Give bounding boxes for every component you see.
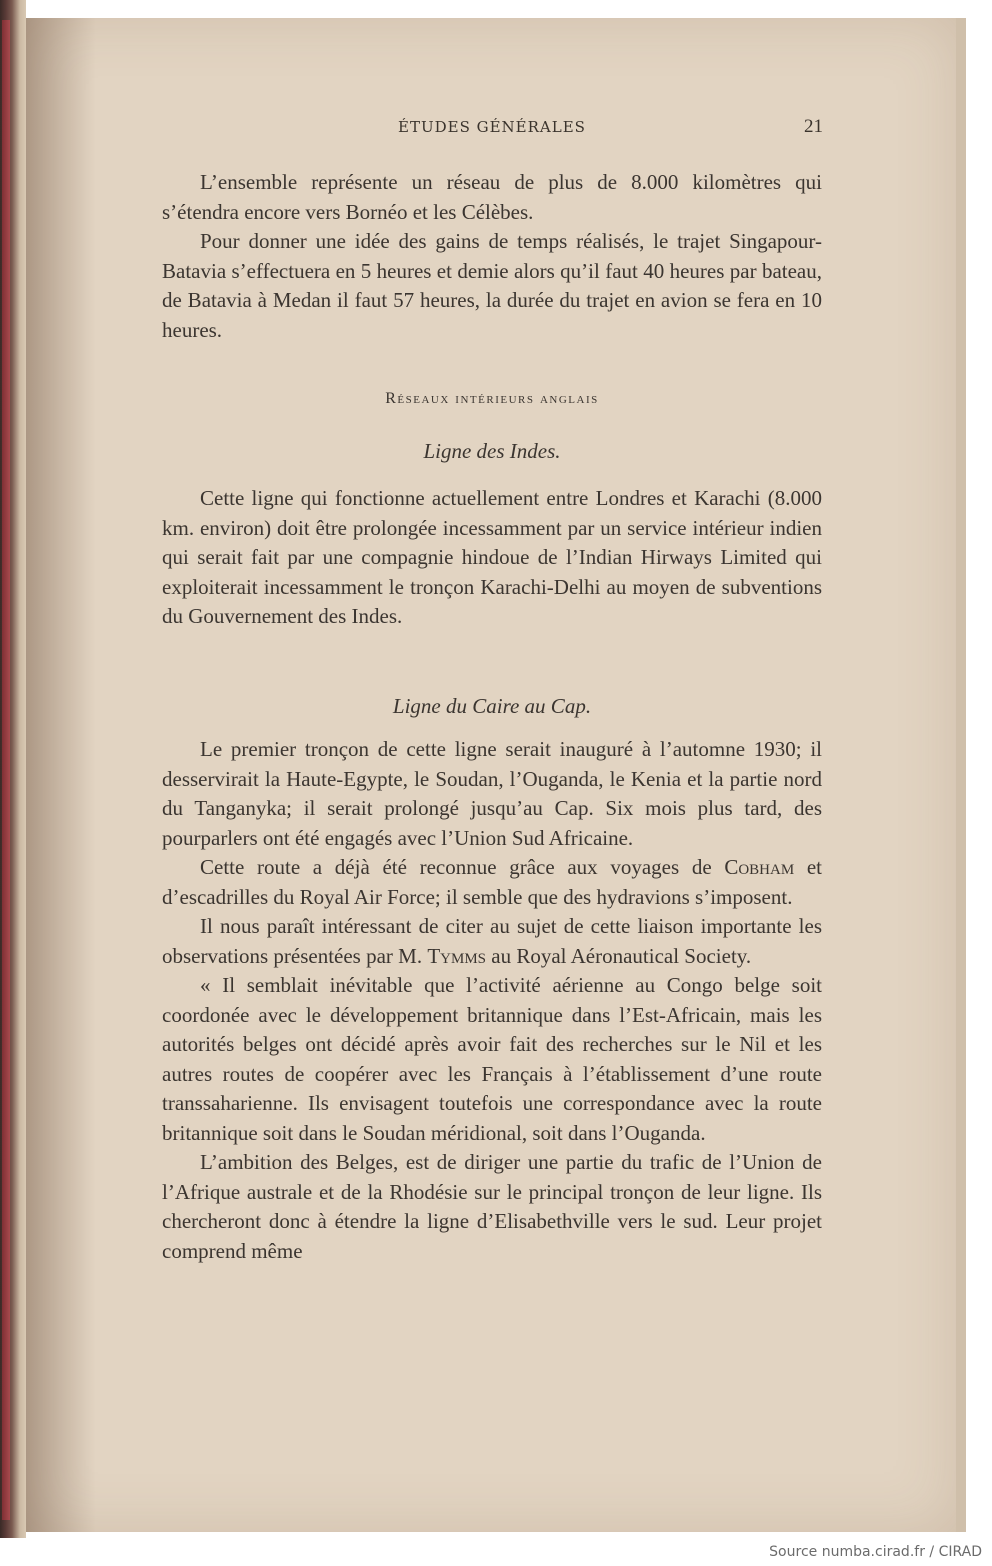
paragraph: L’ambition des Belges, est de diriger une partie du trafic de l’Union de l’Afrique australe et de la Rhodésie sur le principal tronçon de leur ligne. Ils chercheront donc à étendre la ligne d’Elisabethville vers le sud. Leur projet comprend même [162, 1150, 822, 1263]
paragraph [162, 853, 822, 912]
section-title [162, 390, 822, 408]
paragraph: « Il semblait inévitable que l’activité aérienne au Congo belge soit coordonée avec le développement britannique dans l’Est-Africain, mais les autorités belges ont décidé après avoir fait des recherches sur le Nil et les autres routes de coopérer avec les Français à l’établissement d’une route transsaharienne. Ils envisagent toutefois une correspondance avec la route britannique soit dans le Soudan méridional, soit dans l’Ouganda. [162, 973, 822, 1145]
name-cobham: Cobham [724, 855, 795, 879]
red-page-edge [2, 20, 10, 1520]
subheading-ligne-du-caire: Ligne du Caire au Cap. [392, 694, 592, 718]
text-run: Cette route a déjà été reconnue grâce aux voyages de [200, 855, 725, 879]
book-spine-edge [0, 0, 26, 1538]
source-attribution: Source numba.cirad.fr / CIRAD [769, 1544, 982, 1560]
book-page [26, 18, 966, 1532]
page-number: 21 [804, 116, 823, 137]
paragraph: Pour donner une idée des gains de temps réalisés, le trajet Singapour-Batavia s’effectuera en 5 heures et demie alors qu’il faut 40 heures par bateau, de Batavia à Medan il faut 57 heures, la durée du trajet en avion se fera en 10 heures. [162, 229, 822, 342]
text-block-caire [162, 735, 822, 1266]
paragraph: Cette ligne qui fonctionne actuellement entre Londres et Karachi (8.000 km. environ) doit être prolongée incessamment par un service intérieur indien qui serait fait par une compagnie hindoue de l’Indian Hirways Limited qui exploiterait incessamment le tronçon Karachi-Delhi au moyen de subventions du Gouvernement des Indes. [162, 486, 822, 628]
text-block-intro [162, 168, 822, 345]
text-block-indes [162, 484, 822, 632]
paragraph: Le premier tronçon de cette ligne serait inauguré à l’automne 1930; il desservirait la Haute-Egypte, le Soudan, l’Ouganda, le Kenia et la partie nord du Tanganyka; il serait prolongé jusqu’au Cap. Six mois plus tard, des pourparlers ont été engagés avec l’Union Sud Africaine. [162, 737, 822, 850]
name-tymms: Tymms [427, 943, 487, 968]
text-run: Il nous paraît intéressant de citer au sujet de cette liaison importante les observations présentées par M. [162, 914, 822, 968]
paragraph [162, 912, 822, 971]
section-title-text: Réseaux intérieurs anglais [385, 390, 599, 407]
running-head: ÉTUDES GÉNÉRALES [398, 118, 586, 136]
text-run: au Royal Aéronautical Society. [486, 943, 752, 968]
paragraph: L’ensemble représente un réseau de plus de 8.000 kilomètres qui s’étendra encore vers Bornéo et les Célèbes. [162, 170, 822, 224]
text-run: et d’escadrilles du Royal Air Force; il semble que des hydravions s’imposent. [162, 855, 822, 909]
subheading-ligne-des-indes: Ligne des Indes. [423, 439, 561, 463]
page-gutter-shadow [26, 18, 96, 1532]
